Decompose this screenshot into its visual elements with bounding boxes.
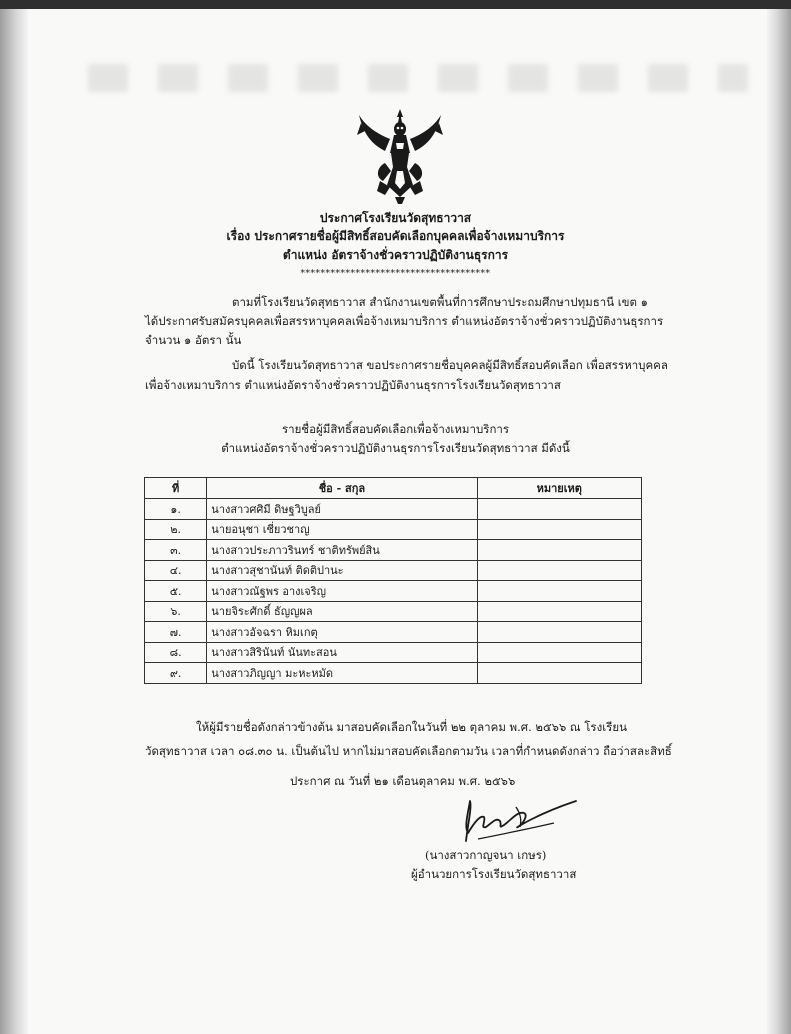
row-note (477, 622, 641, 643)
row-name: นายจิระศักดิ์ ธัญญผล (207, 601, 477, 622)
row-note (477, 642, 641, 663)
row-number: ๔. (145, 560, 207, 581)
table-row (145, 560, 642, 581)
row-number: ๖. (145, 601, 207, 622)
row-number: ๑. (145, 499, 207, 520)
table-row (145, 499, 642, 520)
row-name: นางสาวภิญญา มะหะหมัด (207, 663, 477, 684)
closing-line-2: วัดสุทธาวาส เวลา ๐๘.๓๐ น. เป็นต้นไป หากไม่มาสอบคัดเลือกตามวัน เวลาที่กำหนดดังกล่าว ถือว่าสละสิทธิ์ (145, 744, 672, 758)
row-name: นางสาวศศิมี ดิษฐวิบูลย์ (207, 499, 477, 520)
row-name: นางสาวอัจฉรา หิมเกตุ (207, 622, 477, 643)
right-shadow (767, 9, 791, 1034)
announcement-position: ตำแหน่ง อัตราจ้างชั่วคราวปฏิบัติงานธุรการ (282, 248, 509, 262)
announcement-date: ประกาศ ณ วันที่ ๒๑ เดือนตุลาคม พ.ศ. ๒๕๖๖ (290, 774, 516, 788)
row-number: ๒. (145, 519, 207, 540)
table-row (145, 642, 642, 663)
row-note (477, 663, 641, 684)
row-name: นายอนุชา เชี่ยวชาญ (207, 519, 477, 540)
row-number: ๕. (145, 581, 207, 602)
separator-line: ************************************** (300, 269, 491, 279)
table-row (145, 519, 642, 540)
row-number: ๘. (145, 642, 207, 663)
paragraph-2-line-2: เพื่อจ้างเหมาบริการ ตำแหน่งอัตราจ้างชั่วคราวปฏิบัติงานธุรการโรงเรียนวัดสุทธาวาส (145, 378, 561, 392)
row-note (477, 499, 641, 520)
table-row (145, 540, 642, 561)
signer-name: (นางสาวกาญจนา เกษร) (425, 848, 547, 862)
table-row (145, 601, 642, 622)
announcement-heading: ประกาศโรงเรียนวัดสุทธาวาส (319, 211, 472, 225)
row-note (477, 601, 641, 622)
row-note (477, 519, 641, 540)
table-row (145, 581, 642, 602)
table-row (145, 622, 642, 643)
header-number: ที่ (145, 478, 207, 499)
row-number: ๗. (145, 622, 207, 643)
row-note (477, 540, 641, 561)
row-name: นางสาวประภาวรินทร์ ชาติทรัพย์สิน (207, 540, 477, 561)
paragraph-2-line-1: บัดนี้ โรงเรียนวัดสุทธาวาส ขอประกาศรายชื่อบุคคลผู้มีสิทธิ์สอบคัดเลือก เพื่อสรรหาบุคคล (232, 358, 668, 372)
paragraph-1-line-2: ได้ประกาศรับสมัครบุคคลเพื่อสรรหาบุคคลเพื่อจ้างเหมาบริการ ตำแหน่งอัตราจ้างชั่วคราวปฏิบัติงานธุรการ (145, 314, 664, 328)
garuda-emblem-icon (355, 105, 445, 205)
row-name: นางสาวสิรินันท์ นันทะสอน (207, 642, 477, 663)
list-title-line-2: ตำแหน่งอัตราจ้างชั่วคราวปฏิบัติงานธุรการโรงเรียนวัดสุทธาวาส มีดังนี้ (221, 441, 570, 455)
left-shadow (0, 9, 28, 1034)
row-number: ๓. (145, 540, 207, 561)
signature (458, 793, 583, 853)
row-name: นางสาวณัฐพร อางเจริญ (207, 581, 477, 602)
table-row (145, 663, 642, 684)
bleed-through-text (88, 64, 748, 92)
announcement-subject: เรื่อง ประกาศรายชื่อผู้มีสิทธิ์สอบคัดเลือกบุคคลเพื่อจ้างเหมาบริการ (226, 229, 565, 243)
row-note (477, 581, 641, 602)
candidate-table (144, 477, 642, 684)
list-title-line-1: รายชื่อผู้มีสิทธิ์สอบคัดเลือกเพื่อจ้างเหมาบริการ (281, 422, 510, 436)
header-name: ชื่อ - สกุล (207, 478, 477, 499)
row-number: ๙. (145, 663, 207, 684)
header-note: หมายเหตุ (477, 478, 641, 499)
top-bar (0, 0, 791, 9)
row-note (477, 560, 641, 581)
paragraph-1-line-1: ตามที่โรงเรียนวัดสุทธาวาส สำนักงานเขตพื้นที่การศึกษาประถมศึกษาปทุมธานี เขต ๑ (232, 295, 648, 309)
table-header-row (145, 478, 642, 499)
closing-line-1: ให้ผู้มีรายชื่อดังกล่าวข้างต้น มาสอบคัดเลือกในวันที่ ๒๒ ตุลาคม พ.ศ. ๒๕๖๖ ณ โรงเรียน (196, 720, 627, 734)
row-name: นางสาวสุชานันท์ ติดติปานะ (207, 560, 477, 581)
paragraph-1-line-3: จำนวน ๑ อัตรา นั้น (145, 333, 242, 347)
signer-title: ผู้อำนวยการโรงเรียนวัดสุทธาวาส (411, 867, 577, 881)
